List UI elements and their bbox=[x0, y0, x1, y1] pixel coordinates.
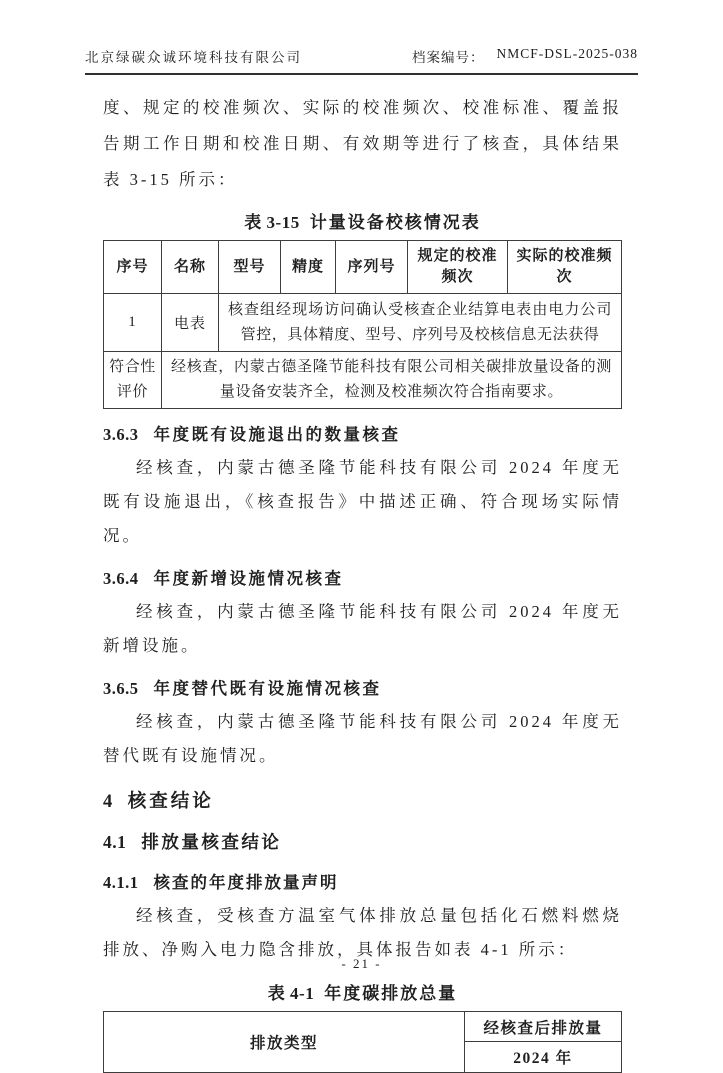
heading-4-1 bbox=[103, 829, 622, 854]
heading-3-6-4 bbox=[103, 565, 622, 589]
archive-info bbox=[412, 46, 638, 66]
heading-title: 年度既有设施退出的数量核查 bbox=[153, 425, 401, 444]
col-header-actual-freq: 实际的校准频次 bbox=[508, 241, 622, 294]
heading-4-1-1 bbox=[103, 869, 622, 893]
table-4-1 bbox=[103, 1011, 622, 1073]
page-number: - 21 - bbox=[341, 956, 382, 971]
heading-3-6-5 bbox=[103, 675, 622, 699]
table-3-15-caption-number: 表 3-15 bbox=[244, 213, 300, 232]
device-name-cell: 电表 bbox=[162, 294, 219, 352]
col-header-serial: 序列号 bbox=[336, 241, 408, 294]
heading-number: 4.1 bbox=[103, 832, 127, 852]
intro-paragraph: 度、规定的校准频次、实际的校准频次、校准标准、覆盖报告期工作日期和校准日期、有效期等进行了核查，具体结果表 3-15 所示： bbox=[103, 98, 622, 189]
paragraph-3-6-4: 经核查，内蒙古德圣隆节能科技有限公司 2024 年度无新增设施。 bbox=[103, 602, 622, 655]
heading-number: 4.1.1 bbox=[103, 873, 139, 892]
table-4-1-caption-title: 年度碳排放总量 bbox=[324, 984, 458, 1003]
page-content bbox=[103, 90, 622, 1073]
table-row bbox=[104, 1012, 622, 1042]
heading-title: 核查结论 bbox=[127, 792, 214, 812]
heading-3-6-3 bbox=[103, 421, 622, 445]
table-3-15-caption-title: 计量设备校核情况表 bbox=[309, 213, 481, 232]
paragraph-4-1-1: 经核查，受核查方温室气体排放总量包括化石燃料燃烧排放、净购入电力隐含排放，具体报告如表 4-1 所示： bbox=[103, 906, 622, 959]
heading-title: 年度新增设施情况核查 bbox=[153, 569, 344, 588]
paragraph-3-6-3: 经核查，内蒙古德圣隆节能科技有限公司 2024 年度无既有设施退出，《核查报告》中描述正确、符合现场实际情况。 bbox=[103, 458, 622, 545]
table-3-15-header-row bbox=[104, 241, 622, 294]
year-cell: 2024 年 bbox=[465, 1042, 622, 1073]
page-header bbox=[85, 46, 638, 75]
paragraph-3-6-5: 经核查，内蒙古德圣隆节能科技有限公司 2024 年度无替代既有设施情况。 bbox=[103, 712, 622, 765]
table-4-1-caption bbox=[103, 979, 622, 1004]
heading-title: 年度替代既有设施情况核查 bbox=[153, 679, 382, 698]
heading-number: 3.6.4 bbox=[103, 569, 139, 588]
table-3-15 bbox=[103, 240, 622, 409]
col-header-seq: 序号 bbox=[104, 241, 162, 294]
col-header-required-freq: 规定的校准频次 bbox=[408, 241, 508, 294]
heading-number: 4 bbox=[103, 792, 113, 812]
conformity-detail-cell: 经核查，内蒙古德圣隆节能科技有限公司相关碳排放量设备的测量设备安装齐全，检测及校准频次符合指南要求。 bbox=[162, 352, 622, 409]
table-row bbox=[104, 294, 622, 352]
col-header-precision: 精度 bbox=[281, 241, 336, 294]
device-seq-cell: 1 bbox=[104, 294, 162, 352]
table-3-15-caption bbox=[103, 208, 622, 233]
table-4-1-caption-number: 表 4-1 bbox=[267, 984, 315, 1003]
verified-emission-header-cell: 经核查后排放量 bbox=[465, 1012, 622, 1042]
archive-number: NMCF-DSL-2025-038 bbox=[496, 46, 638, 61]
col-header-model: 型号 bbox=[219, 241, 281, 294]
heading-number: 3.6.3 bbox=[103, 425, 139, 444]
conformity-label-cell: 符合性评价 bbox=[104, 352, 162, 409]
heading-title: 核查的年度排放量声明 bbox=[153, 873, 339, 892]
emission-type-cell: 排放类型 bbox=[104, 1012, 465, 1073]
heading-title: 排放量核查结论 bbox=[141, 832, 282, 852]
archive-label: 档案编号： bbox=[411, 50, 485, 65]
heading-4 bbox=[103, 787, 622, 813]
heading-number: 3.6.5 bbox=[103, 679, 139, 698]
device-detail-cell: 核查组经现场访问确认受核查企业结算电表由电力公司管控，具体精度、型号、序列号及校核信息无法获得 bbox=[219, 294, 622, 352]
table-row bbox=[104, 352, 622, 409]
company-name: 北京绿碳众诚环境科技有限公司 bbox=[85, 50, 302, 65]
col-header-name: 名称 bbox=[162, 241, 219, 294]
